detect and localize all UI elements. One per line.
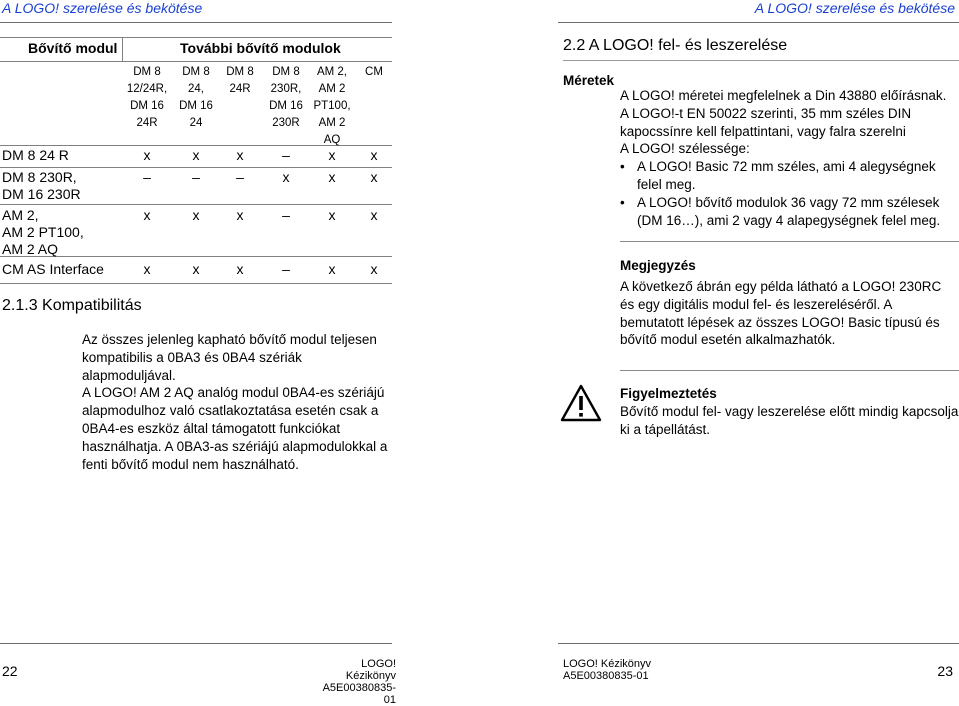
- table-cell: x: [370, 169, 378, 185]
- table-corner-label: Bővítő modul: [28, 40, 118, 56]
- table-row-label: DM 8 230R, DM 16 230R: [2, 169, 81, 202]
- compatibility-paragraph: A LOGO! AM 2 AQ analóg modul 0BA4-es szériájú alapmodulhoz való csatlakoztatása esetén csak a 0BA4-es eszköz által támogatott funkciókat használhatja. A 0BA3-as szériájú alapmodulokkal a fenti bővítő modul nem használható.: [82, 385, 388, 472]
- dimensions-line: A LOGO! szélessége:: [620, 141, 750, 157]
- table-cell: –: [282, 261, 290, 277]
- table-column-header: AM 2, AM 2 PT100, AM 2 AQ: [313, 66, 351, 146]
- document-code: A5E00380835-01: [322, 682, 396, 706]
- table-column-header: DM 8 230R, DM 16 230R: [269, 66, 303, 129]
- table-cell: –: [282, 147, 290, 163]
- table-cell: x: [143, 207, 151, 223]
- right-footer-text: [563, 658, 651, 682]
- right-header-rule: [558, 22, 959, 23]
- table-cell: x: [192, 261, 200, 277]
- table-column-header: DM 8 24, DM 16 24: [179, 66, 213, 129]
- table-cell: –: [236, 169, 244, 185]
- left-page-number: 22: [2, 663, 18, 679]
- table-cell: x: [282, 169, 290, 185]
- note-title: Megjegyzés: [620, 258, 696, 273]
- note-text: A következő ábrán egy példa látható a LOGO! 230RC és egy digitális modul fel- és leszereléséről. A bemutatott lépések az összes LOGO! Basic típusú és bővítő modul esetén alkalmazhatók.: [620, 279, 942, 348]
- right-page-number: 23: [937, 663, 953, 679]
- left-footer-text: [318, 658, 396, 706]
- document-code: A5E00380835-01: [563, 670, 649, 682]
- table-row-label: AM 2, AM 2 PT100, AM 2 AQ: [2, 207, 84, 257]
- table-cell: –: [192, 169, 200, 185]
- table-column-header: DM 8 24R: [226, 66, 254, 95]
- mounting-section-title: 2.2 A LOGO! fel- és leszerelése: [563, 37, 788, 54]
- manual-name: LOGO! Kézikönyv: [563, 658, 652, 670]
- table-cell: x: [328, 147, 336, 163]
- dimensions-line: A LOGO! méretei megfelelnek a Din 43880 előírásnak.: [620, 88, 947, 103]
- table-column-header: CM: [365, 66, 383, 78]
- table-cell: x: [370, 261, 378, 277]
- table-column-header: DM 8 12/24R, DM 16 24R: [126, 66, 168, 129]
- warning-triangle-icon: [560, 384, 602, 427]
- right-page-header: A LOGO! szerelése és bekötése: [754, 0, 955, 16]
- compatibility-paragraph: Az összes jelenleg kapható bővítő modul teljesen kompatibilis a 0BA3 és 0BA4 szériák alapmoduljával.: [82, 332, 377, 383]
- dimensions-label: Méretek: [563, 73, 615, 88]
- table-cell: –: [143, 169, 151, 185]
- manual-name: LOGO! Kézikönyv: [345, 658, 396, 682]
- dimensions-line: A LOGO!-t EN 50022 szerinti, 35 mm széles DIN kapocssínre kell felpattintani, vagy falra szerelni: [620, 105, 912, 139]
- compatibility-section-title: 2.1.3 Kompatibilitás: [2, 297, 142, 314]
- table-group-label: További bővítő modulok: [180, 40, 341, 56]
- table-row-label: DM 8 24 R: [2, 147, 69, 163]
- table-row-label: CM AS Interface: [2, 261, 104, 277]
- note-top-rule: [620, 241, 959, 242]
- table-cell: x: [236, 207, 244, 223]
- table-cell: x: [236, 261, 244, 277]
- table-cell: x: [370, 207, 378, 223]
- table-cell: x: [143, 147, 151, 163]
- table-cell: –: [282, 207, 290, 223]
- compatibility-table: [0, 0, 392, 290]
- warning-text: Bővítő modul fel- vagy leszerelése előtt mindig kapcsolja ki a tápellátást.: [620, 404, 959, 437]
- table-cell: x: [143, 261, 151, 277]
- dimensions-text: [620, 87, 954, 229]
- table-cell: x: [236, 147, 244, 163]
- left-footer-rule: [0, 643, 392, 644]
- left-page-header: A LOGO! szerelése és bekötése: [2, 0, 203, 16]
- warning-top-rule: [620, 370, 959, 371]
- table-cell: x: [328, 169, 336, 185]
- warning-title: Figyelmeztetés: [620, 386, 717, 401]
- right-footer-rule: [558, 643, 959, 644]
- bullet-item: • A LOGO! bővítő modulok 36 vagy 72 mm szélesek (DM 16…), ami 2 vagy 4 alapegységnek felel meg.: [620, 194, 954, 230]
- compatibility-text: [82, 331, 389, 473]
- table-cell: x: [192, 207, 200, 223]
- table-cell: x: [192, 147, 200, 163]
- table-cell: x: [370, 147, 378, 163]
- table-cell: x: [328, 261, 336, 277]
- bullet-item: • A LOGO! Basic 72 mm széles, ami 4 alegységnek felel meg.: [620, 158, 954, 194]
- section-title-rule: [563, 60, 959, 61]
- table-cell: x: [328, 207, 336, 223]
